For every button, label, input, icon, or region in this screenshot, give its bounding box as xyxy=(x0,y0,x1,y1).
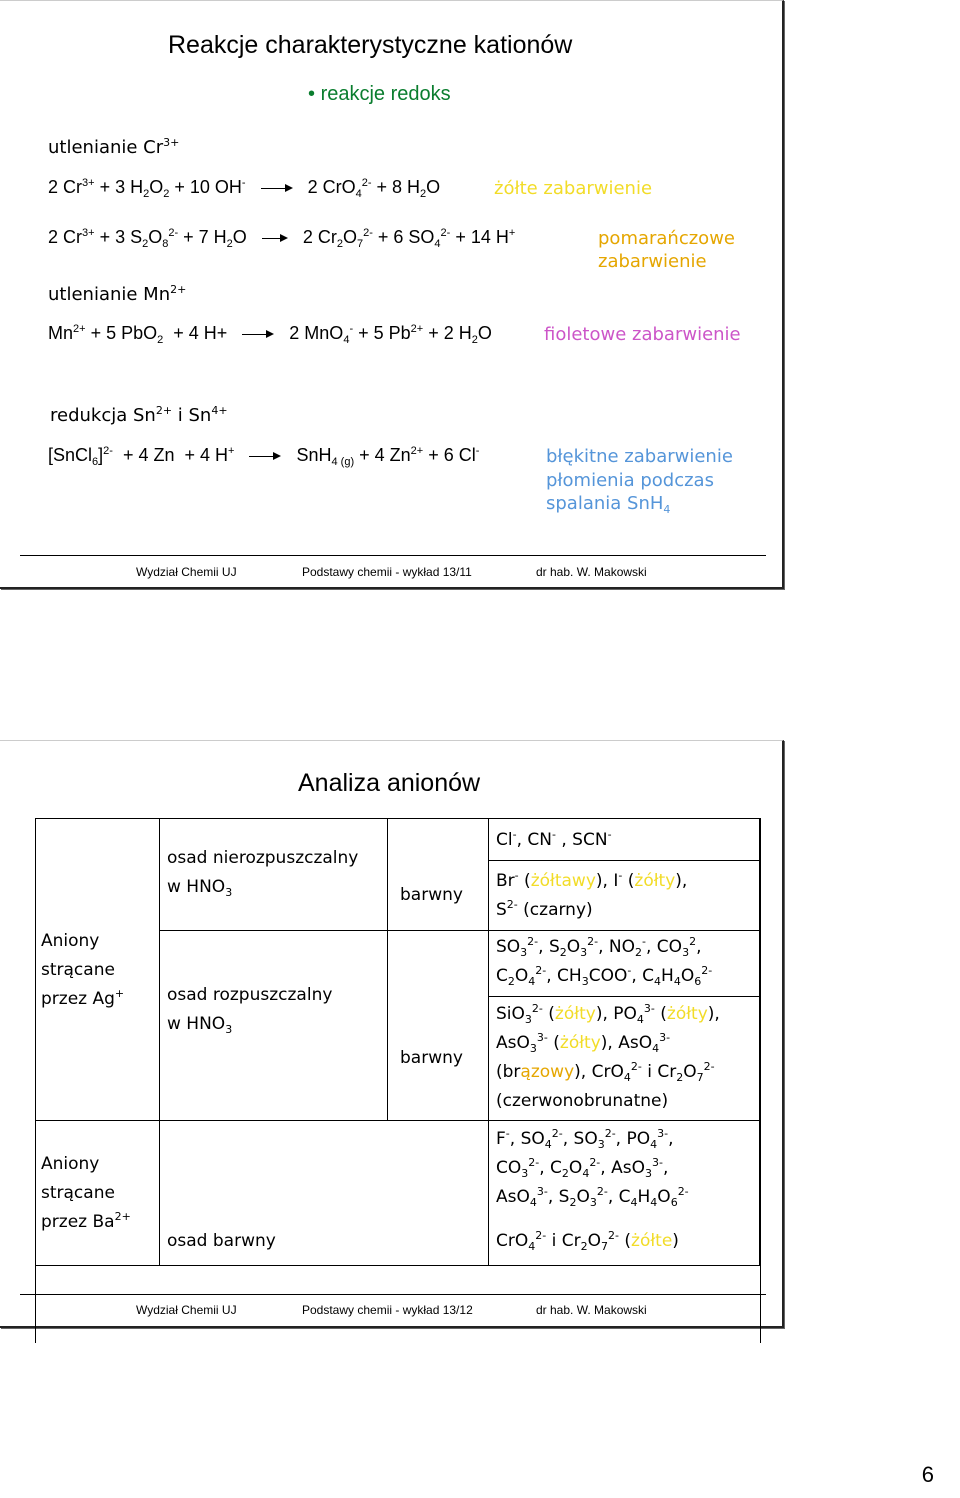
row-header-ba: Aniony strącane przez $Ba^{2+}$ xyxy=(41,1154,131,1232)
footer-divider xyxy=(20,1294,766,1295)
table-hline xyxy=(488,860,760,861)
white-label-1: biały xyxy=(400,830,441,850)
section-label-sn: redukcja $Sn^{2+}$ i $Sn^{4+}$ xyxy=(50,404,228,426)
color-note-blue-3: spalania SnH$_4$ xyxy=(546,493,671,516)
insoluble-hno3: osad nierozpuszczalny w $HNO_3$ xyxy=(167,848,359,899)
section-label-cr: utlenianie $Cr^{3+}$ xyxy=(48,136,180,158)
table-hline xyxy=(35,1265,760,1266)
white-label-2: biały xyxy=(400,952,441,972)
footer-center: Podstawy chemii - wykład 13/11 xyxy=(302,565,472,579)
equation-cr-persulfate: 2 $Cr^{3+} + 3$ $S_2O_8^{2-} + 7$ $H_2O$ 2 $Cr_2O_7^{2-} + 6$ $SO_4^{2-} + 14$ H+ xyxy=(48,227,516,250)
table-vline xyxy=(159,818,160,1265)
equation-cr-peroxide: 2 $Cr^{3+} + 3$ $H_2O_2 + 10$ OH- 2 CrO$_4^{2-}$ + 8 $H_2O$ xyxy=(48,177,441,200)
table-vline xyxy=(35,818,36,1266)
subtitle-bullet: • reakcje redoks xyxy=(308,83,451,105)
footer-divider xyxy=(20,555,766,556)
table-vline xyxy=(488,818,489,1265)
row-header-ag: Aniony strącane przez Ag+ xyxy=(41,931,125,1009)
color-note-orange-1: pomarańczowe xyxy=(598,228,735,249)
slide-anion-analysis xyxy=(0,740,784,1328)
footer-left: Wydział Chemii UJ xyxy=(136,565,237,579)
table-hline xyxy=(35,1120,760,1121)
footer-right: dr hab. W. Makowski xyxy=(536,1303,647,1317)
table-vline xyxy=(387,818,388,1120)
slide-redox-cations xyxy=(0,0,784,589)
anions-r4: SiO$_3^{2-}$ (żółty), $PO_4^{3-}$ (żółty), AsO$_3^{3-}$ (żółty), AsO$_4^{3-}$ (brązowy), CrO$_4^{2-}$ i $Cr_2O_7^{2-}$ (czerwonobrunatne) xyxy=(496,1002,720,1111)
color-note-blue-2: płomienia podczas xyxy=(546,470,714,491)
footer-left: Wydział Chemii UJ xyxy=(136,1303,237,1317)
table-hline xyxy=(159,930,760,931)
page-number: 6 xyxy=(921,1462,934,1487)
reaction-arrow-icon xyxy=(261,183,293,193)
reaction-arrow-icon xyxy=(249,451,281,461)
soluble-hno3: osad rozpuszczalny w $HNO_3$ xyxy=(167,985,333,1036)
color-note-orange-2: zabarwienie xyxy=(598,251,707,272)
reaction-arrow-icon xyxy=(262,233,288,243)
equation-sn-reduction: [SnCl$_6$]$^{2-}$ + 4 Zn + 4 H+ SnH$_{4 (g)}$ + 4 $Zn^{2+} + 6$ Cl- xyxy=(48,445,480,468)
anions-r6: CrO$_4^{2-}$ i $Cr_2O_7^{2-}$ (żółte) xyxy=(496,1229,679,1253)
color-note-blue-1: błękitne zabarwienie xyxy=(546,446,733,467)
section-label-mn: utlenianie $Mn^{2+}$ xyxy=(48,283,187,305)
anions-r5: F-, $SO_4^{2-}$, $SO_3^{2-}$, $PO_4^{3-}$, $CO_3^{2-}$, $C_2O_4^{2-}$, AsO$_3^{3-}$, AsO$_4^{3-}$, $S_2O_3^{2-}$, $C_4H_4O_6^{2-}$ xyxy=(496,1127,689,1209)
footer-right: dr hab. W. Makowski xyxy=(536,565,647,579)
anions-r3: $SO_3^{2-}$, $S_2O_3^{2-}$, $NO_2^-$, $CO_3^2$, $C_2O_4^{2-}$, $CH_3COO^-$, $C_4H_4O_6^{2-}$ xyxy=(496,935,713,988)
color-note-violet: fioletowe zabarwienie xyxy=(544,324,741,345)
colored-precipitate: osad barwny xyxy=(167,1231,276,1251)
reaction-arrow-icon xyxy=(242,329,274,339)
bullet-icon: • xyxy=(308,83,316,105)
slide-title: Analiza anionów xyxy=(298,769,481,797)
table-hline xyxy=(488,996,760,997)
anions-r2: Br- (żółtawy), I- (żółty), $S^{2-}$ (czarny) xyxy=(496,869,688,920)
white-precipitate: osad biały xyxy=(167,1158,254,1178)
color-note-yellow: żółte zabarwienie xyxy=(494,178,653,199)
slide-title: Reakcje charakterystyczne kationów xyxy=(168,31,573,59)
table-vline xyxy=(759,818,760,1266)
anions-r1: Cl-, CN- , SCN- xyxy=(496,828,612,850)
equation-mn-oxidation: $Mn^{2+} + 5$ PbO$_2$ + 4 H+ 2 MnO$_4$- + 5 $Pb^{2+} + 2$ $H_2O$ xyxy=(48,323,492,346)
footer-center: Podstawy chemii - wykład 13/12 xyxy=(302,1303,473,1317)
colored-label-2: barwny xyxy=(400,1048,463,1068)
colored-label-1: barwny xyxy=(400,885,463,905)
